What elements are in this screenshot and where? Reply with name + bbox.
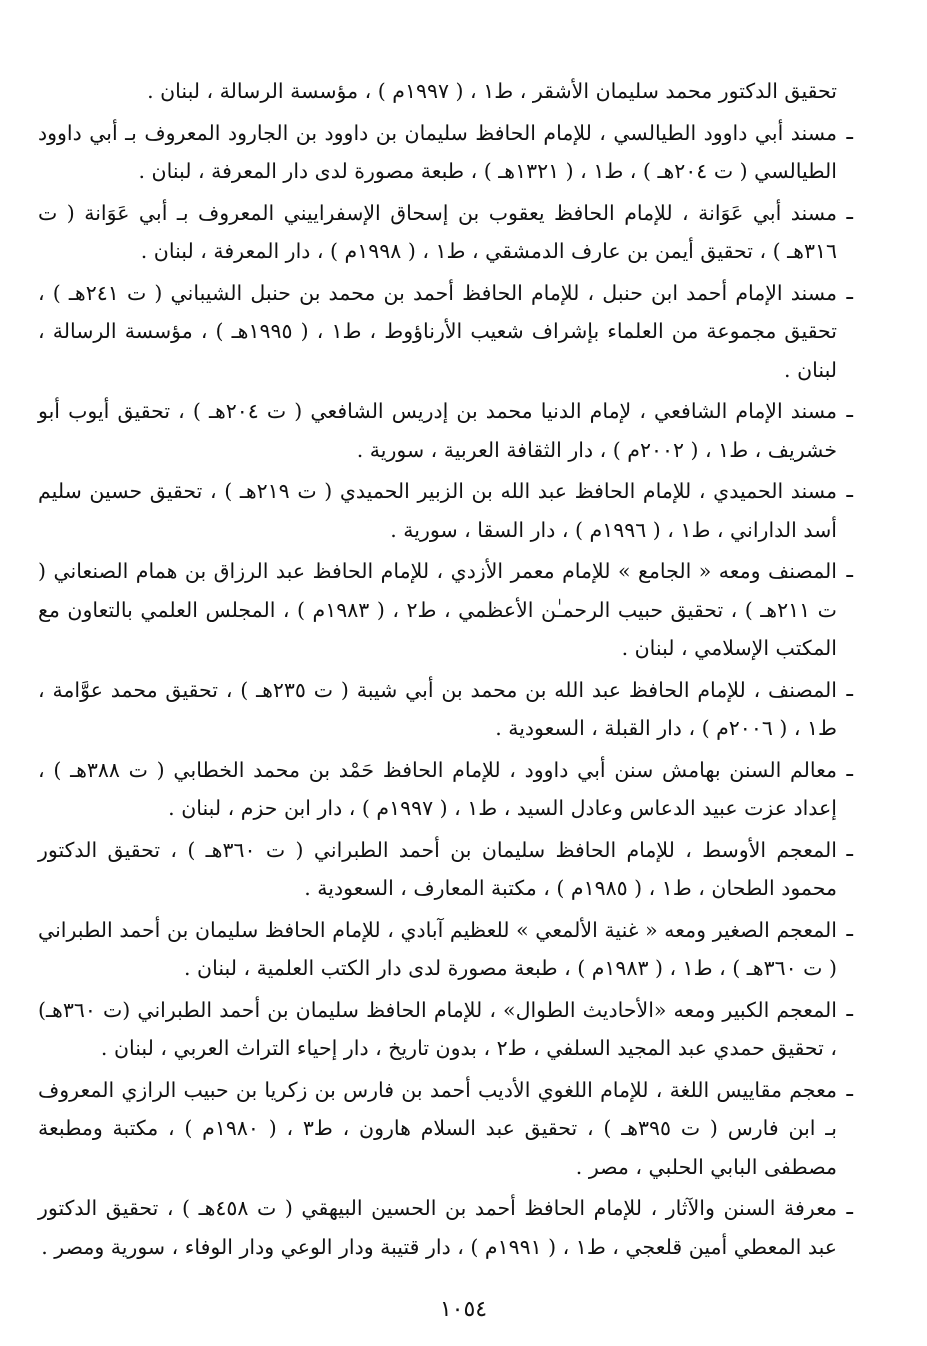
entry-text: معجم مقاييس اللغة ، للإمام اللغوي الأديب أحمد بن فارس بن زكريا بن حبيب الرازي المعروف بـ ابن فارس ( ت ٣٩٥هـ ) ، تحقيق عبد السلام هارون ، ط٣ ، ( ١٩٨٠م ) ، مكتبة ومطبعة مصطفى البابي الحلبي ، مصر .: [38, 1077, 837, 1179]
entry-text: مسند الإمام أحمد ابن حنبل ، للإمام الحافظ أحمد بن محمد بن حنبل الشيباني ( ت ٢٤١هـ ) ، تحقيق مجموعة من العلماء بإشراف شعيب الأرناؤوط ، ط١ ، ( ١٩٩٥هـ ) ، مؤسسة الرسالة ، لبنان .: [38, 280, 837, 382]
entry-dash: ـ: [846, 916, 853, 942]
entry-text: معالم السنن بهامش سنن أبي داوود ، للإمام الحافظ حَمْد بن محمد الخطابي ( ت ٣٨٨هـ ) ، إعداد عزت عبيد الدعاس وعادل السيد ، ط١ ، ( ١٩٩٧م ) ، دار ابن حزم ، لبنان .: [38, 757, 838, 820]
entry-text: معرفة السنن والآثار ، للإمام الحافظ أحمد بن الحسين البيهقي ( ت ٤٥٨هـ ) ، تحقيق الدكتور عبد المعطي أمين قلعجي ، ط١ ، ( ١٩٩١م ) ، دار قتيبة ودار الوعي ودار الوفاء ، سورية ومصر .: [38, 1196, 837, 1259]
entry-dash: ـ: [846, 478, 853, 503]
bibliography-page: [38, 72, 853, 1269]
entry-text: مسند أبي عَوَانة ، للإمام الحافظ يعقوب بن إسحاق الإسفراييني المعروف بـ أبي عَوَانة ( ت ٣١٦هـ ) ، تحقيق أيمن بن عارف الدمشقي ، ط١ ، ( ١٩٩٨م ) ، دار المعرفة ، لبنان .: [38, 200, 837, 263]
entry-dash: ـ: [846, 398, 853, 423]
entry-text: تحقيق الدكتور محمد سليمان الأشقر ، ط١ ، ( ١٩٩٧م ) ، مؤسسة الرسالة ، لبنان .: [147, 79, 837, 103]
entry-dash: ـ: [846, 676, 853, 702]
entry-text: المصنف ، للإمام الحافظ عبد الله بن محمد بن أبي شيبة ( ت ٢٣٥هـ ) ، تحقيق محمد عوَّامة ، ط١ ، ( ٢٠٠٦م ) ، دار القبلة ، السعودية .: [38, 677, 837, 740]
bibliography-entry: [38, 831, 853, 908]
bibliography-entry: [38, 1189, 853, 1266]
entry-text: المعجم الصغير ومعه « غنية الألمعي » للعظيم آبادي ، للإمام الحافظ سليمان بن أحمد الطبراني ( ت ٣٦٠هـ ) ، ط١ ، ( ١٩٨٣م ) ، طبعة مصورة لدى دار الكتب العلمية ، لبنان .: [38, 917, 837, 980]
bibliography-entry: [38, 991, 853, 1068]
bibliography-entry: [38, 472, 853, 549]
bibliography-entry: [38, 552, 853, 668]
bibliography-entry: [38, 911, 853, 988]
bibliography-entry: [38, 274, 853, 390]
entry-text: المصنف ومعه « الجامع » للإمام معمر الأزدي ، للإمام الحافظ عبد الرزاق بن همام الصنعاني ( ت ٢١١هـ ) ، تحقيق حبيب الرحمـٰن الأعظمي ، ط٢ ، ( ١٩٨٣م ) ، المجلس العلمي بالتعاون مع المكتب الإسلامي ، لبنان .: [38, 559, 837, 660]
entry-text: مسند الإمام الشافعي ، لإمام الدنيا محمد بن إدريس الشافعي ( ت ٢٠٤هـ ) ، تحقيق أيوب أبو خشريف ، ط١ ، ( ٢٠٠٢م ) ، دار الثقافة العربية ، سورية .: [38, 399, 837, 462]
bibliography-entry: [38, 114, 853, 191]
bibliography-entry: [38, 751, 853, 828]
bibliography-entry: [38, 1071, 853, 1187]
entry-dash: ـ: [846, 558, 853, 583]
bibliography-entry: [38, 194, 853, 271]
bibliography-entry: [38, 671, 853, 748]
entry-dash: ـ: [846, 199, 853, 225]
entry-text: المعجم الكبير ومعه «الأحاديث الطوال» ، للإمام الحافظ سليمان بن أحمد الطبراني (ت ٣٦٠هـ) ، تحقيق حمدي عبد المجيد السلفي ، ط٢ ، بدون تاريخ ، دار إحياء التراث العربي ، لبنان .: [38, 997, 837, 1060]
entry-dash: ـ: [846, 836, 853, 862]
entry-dash: ـ: [846, 119, 853, 145]
entry-dash: ـ: [846, 1195, 853, 1220]
entry-text: مسند أبي داوود الطيالسي ، للإمام الحافظ سليمان بن داوود بن الجارود المعروف بـ أبي داوود الطيالسي ( ت ٢٠٤هـ ) ، ط١ ، ( ١٣٢١هـ ) ، طبعة مصورة لدى دار المعرفة ، لبنان .: [38, 120, 837, 183]
entry-text: مسند الحميدي ، للإمام الحافظ عبد الله بن الزبير الحميدي ( ت ٢١٩هـ ) ، تحقيق حسين سليم أسد الداراني ، ط١ ، ( ١٩٩٦م ) ، دار السقا ، سورية .: [38, 479, 837, 542]
page-number: ١٠٥٤: [439, 1297, 488, 1322]
entry-dash: ـ: [846, 279, 853, 305]
bibliography-entry: [38, 392, 853, 469]
entry-text: المعجم الأوسط ، للإمام الحافظ سليمان بن أحمد الطبراني ( ت ٣٦٠هـ ) ، تحقيق الدكتور محمود الطحان ، ط١ ، ( ١٩٨٥م ) ، مكتبة المعارف ، السعودية .: [38, 837, 837, 900]
entry-dash: ـ: [846, 996, 853, 1022]
entry-dash: ـ: [846, 1076, 853, 1102]
bibliography-entry-continuation: [38, 72, 853, 111]
entry-dash: ـ: [846, 756, 853, 782]
